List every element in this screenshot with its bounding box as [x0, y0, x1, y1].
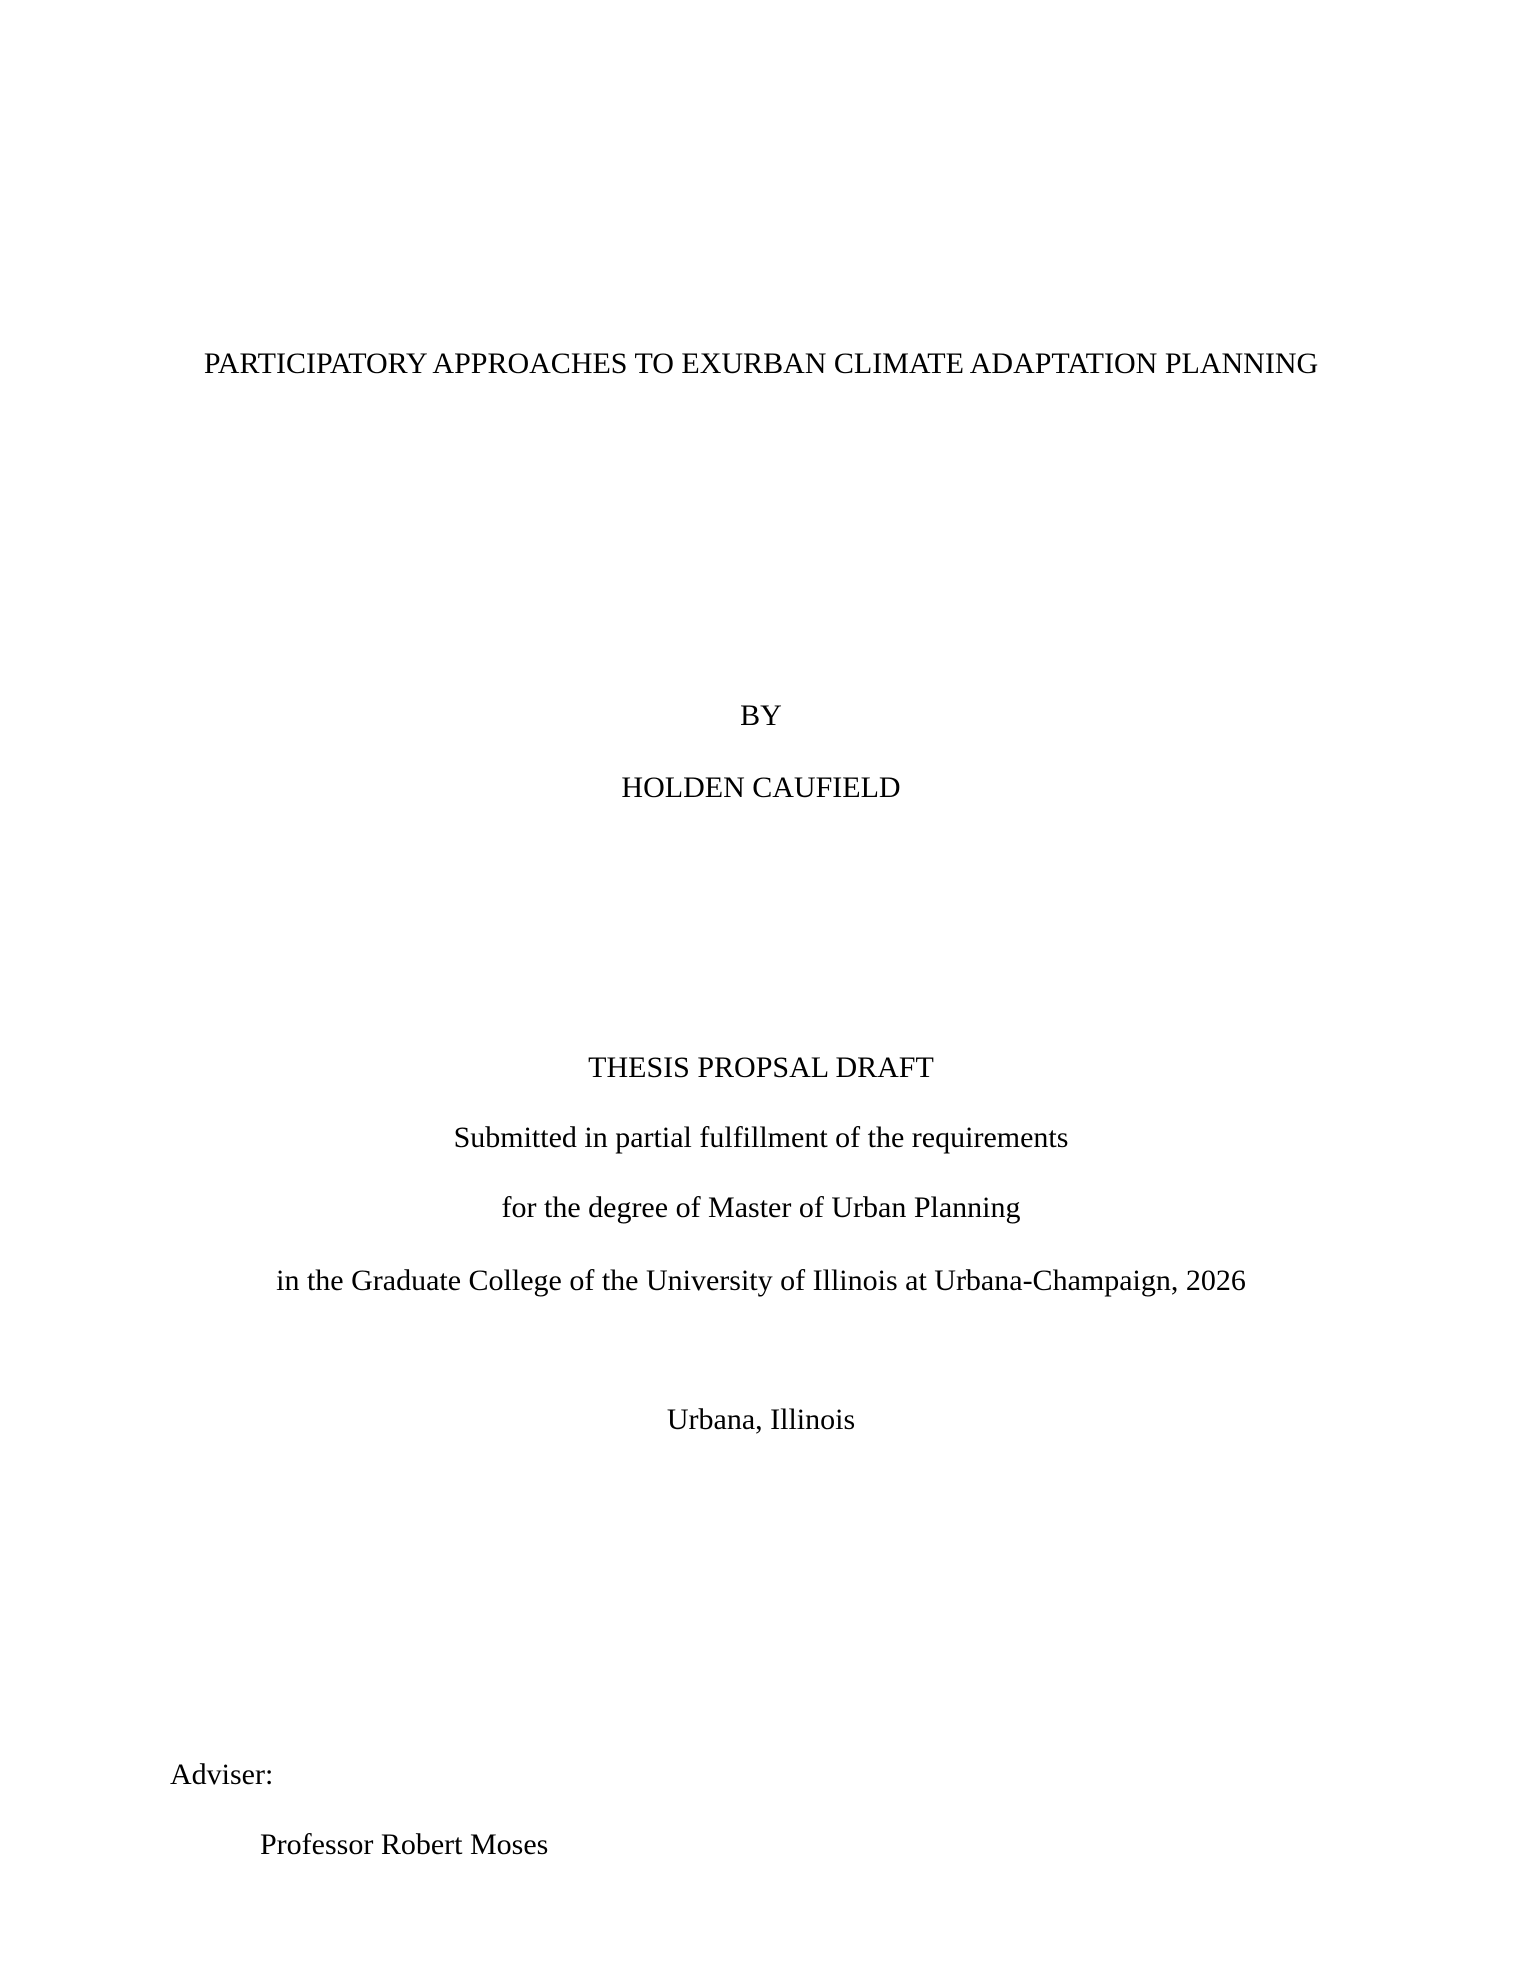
submission-line-1: Submitted in partial fulfillment of the requirements: [453, 1121, 1069, 1154]
thesis-title: PARTICIPATORY APPROACHES TO EXURBAN CLIMATE ADAPTATION PLANNING: [203, 347, 1319, 380]
by-label: BY: [740, 699, 782, 732]
submission-line-3: in the Graduate College of the University of Illinois at Urbana-Champaign, 2026: [276, 1264, 1246, 1297]
author-name: HOLDEN CAUFIELD: [621, 771, 901, 804]
document-type: THESIS PROPSAL DRAFT: [588, 1051, 934, 1084]
adviser-label: Adviser:: [170, 1758, 274, 1791]
submission-line-2: for the degree of Master of Urban Planning: [501, 1191, 1021, 1224]
place-of-submission: Urbana, Illinois: [666, 1403, 856, 1436]
adviser-name: Professor Robert Moses: [260, 1828, 549, 1861]
